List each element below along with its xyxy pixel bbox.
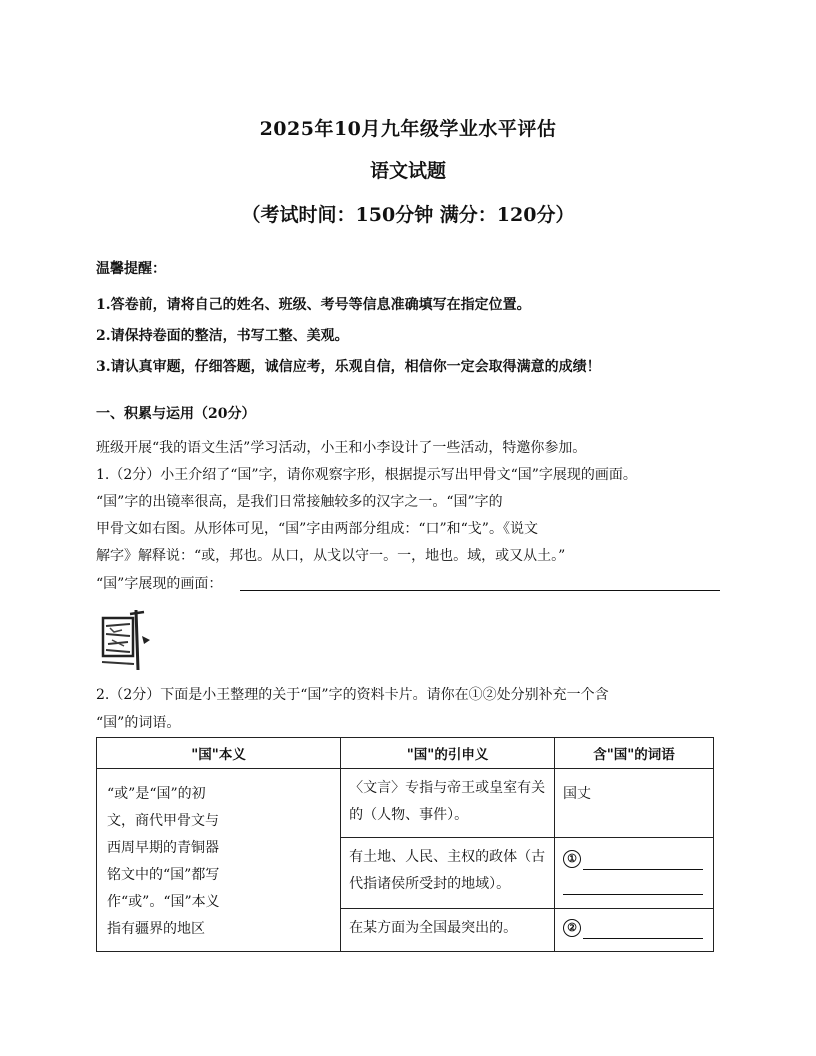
section-heading: 一、积累与运用（20分） <box>96 406 256 422</box>
answer-blank-line[interactable] <box>240 590 720 591</box>
question-1-text: “国”字的出镜率很高，是我们日常接触较多的汉字之一。“国”字的 <box>96 494 503 510</box>
original-meaning-cell <box>97 769 341 952</box>
question-1-text: 甲骨文如右图。从形体可见，“国”字由两部分组成：“口”和“戈”。《说文 <box>96 521 538 537</box>
exam-title: 2025年10月九年级学业水平评估 <box>259 118 557 140</box>
word-text: 国丈 <box>563 786 591 802</box>
answer-blank-2[interactable] <box>583 920 703 939</box>
table-header: "国"的引申义 <box>341 738 555 769</box>
original-meaning-line: 作“或”。“国”本义 <box>107 894 220 910</box>
original-meaning-line: 指有疆界的地区 <box>107 921 205 937</box>
blank-marker: ② <box>563 919 581 937</box>
answer-blank-1-continuation[interactable] <box>563 874 703 895</box>
question-2-prompt: 2.（2分）下面是小王整理的关于“国”字的资料卡片。请你在①②处分别补充一个含 <box>96 687 609 703</box>
word-blank-cell[interactable] <box>555 838 714 909</box>
question-2-prompt: “国”的词语。 <box>96 715 181 731</box>
table-header-row <box>97 738 714 769</box>
original-meaning-line: 西周早期的青铜器 <box>107 840 219 856</box>
extended-meaning-text: 有土地、人民、主权的政体（古代指诸侯所受封的地域）。 <box>349 849 546 892</box>
exam-info: （考试时间：150分钟 满分：120分） <box>241 204 575 226</box>
question-1-text: 解字》解释说：“或，邦也。从口，从戈以守一。一，地也。域，或又从土。” <box>96 548 566 564</box>
table-header: "国"本义 <box>97 738 341 769</box>
extended-meaning-cell <box>341 769 555 838</box>
answer-label: “国”字展现的画面： <box>96 576 223 592</box>
original-meaning-line: 文，商代甲骨文与 <box>107 813 219 829</box>
word-cell <box>555 769 714 838</box>
extended-meaning-text: 〈文言〉专指与帝王或皇室有关的（人物、事件）。 <box>349 780 546 823</box>
section-intro: 班级开展“我的语文生活”学习活动，小王和小李设计了一些活动，特邀你参加。 <box>96 440 587 456</box>
question-1-prompt: 1.（2分）小王介绍了“国”字，请你观察字形，根据提示写出甲骨文“国”字展现的画面。 <box>96 467 637 483</box>
reminder-heading: 温馨提醒： <box>96 261 166 277</box>
original-meaning-line: 铭文中的“国”都写 <box>107 867 220 883</box>
extended-meaning-text: 在某方面为全国最突出的。 <box>349 920 518 936</box>
reminder-item: 2.请保持卷面的整洁，书写工整、美观。 <box>96 328 349 344</box>
word-blank-cell[interactable] <box>555 909 714 952</box>
exam-subject: 语文试题 <box>369 160 446 182</box>
extended-meaning-cell <box>341 909 555 952</box>
reminder-item: 3.请认真审题，仔细答题，诚信应考，乐观自信，相信你一定会取得满意的成绩！ <box>96 359 601 375</box>
original-meaning-line: “或”是“国”的初 <box>107 786 206 802</box>
info-card-table <box>96 737 714 952</box>
table-header: 含"国"的词语 <box>555 738 714 769</box>
reminder-item: 1.答卷前，请将自己的姓名、班级、考号等信息准确填写在指定位置。 <box>96 297 531 313</box>
answer-blank-1[interactable] <box>583 851 703 870</box>
extended-meaning-cell <box>341 838 555 909</box>
table-row <box>97 769 714 838</box>
blank-marker: ① <box>563 850 581 868</box>
oracle-bone-guo-glyph-icon <box>100 606 156 674</box>
